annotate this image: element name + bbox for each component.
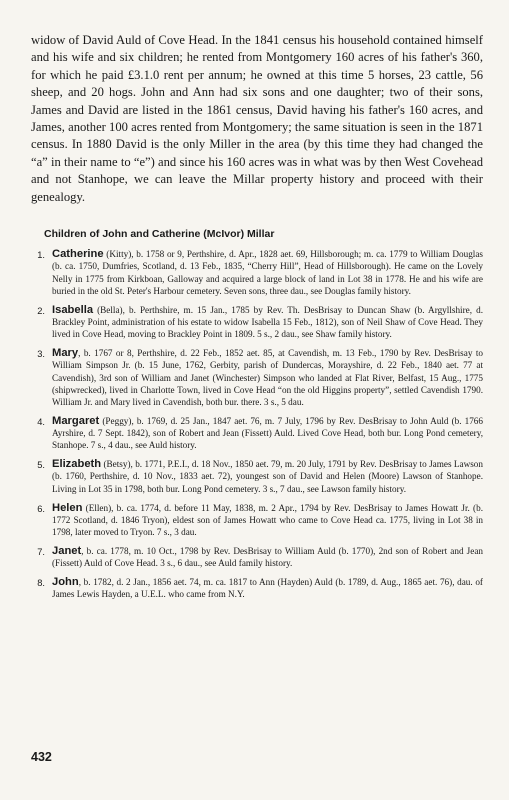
- entry-number: 7.: [37, 546, 45, 557]
- entry-name: Helen: [52, 501, 83, 514]
- entry-name: Isabella: [52, 303, 94, 316]
- entry-name: Janet: [52, 544, 82, 557]
- entry-name: John: [52, 575, 79, 588]
- entry-text: (Betsy), b. 1771, P.E.I., d. 18 Nov., 1850 aet. 79, m. 20 July, 1791 by Rev. DesBrisay to James Lawson (b. 1760, Perthshire, d. 10 Nov., 1833 aet. 72), youngest son of David and Helen (Moore) Lawson of Stanhope. Living in Lot 35 in 1798, both bur. Long Pond cemetery. 3 s., 7 dau., see Lawson family history.: [52, 459, 483, 494]
- entry-text: , b. 1767 or 8, Perthshire, d. 22 Feb., 1852 aet. 85, at Cavendish, m. 13 Feb., 1790 by Rev. DesBrisay to William Simpson Jr. (b. 15 June, 1762, Gerbity, parish of Dundercas, Morayshire, d. 22 Feb., 1840 aet. 77 at Cavendish), 3rd son of William and Janet (Winchester) Simpson who landed at Flat River, Belfast, 15 Aug., 1775 (shipwrecked), lived in Charlotte Town, lived in Cove Head “on the old Higgins property”, settled Cavendish 1790. William Jr. and Mary lived in Cavendish, both bur. there. 3 s., 5 dau.: [52, 348, 483, 407]
- entry-number: 8.: [37, 577, 45, 588]
- list-item: [31, 304, 483, 341]
- entry-text: (Bella), b. Perthshire, m. 15 Jan., 1785 by Rev. Th. DesBrisay to Duncan Shaw (b. Argyllshire, d. Brackley Point, administration of his estate to widow Isabella 15 Feb., 1812), son of Neil Shaw of Cove Head. They lived in Cove Head, moving to Brackley Point in 1809. 5 s., 2 dau., see Shaw family history.: [52, 304, 483, 340]
- list-item: [31, 458, 483, 495]
- list-item: [31, 545, 483, 570]
- list-item: [31, 502, 483, 539]
- list-item: [31, 576, 483, 601]
- entry-number: 1.: [37, 250, 45, 261]
- intro-paragraph: widow of David Auld of Cove Head. In the 1841 census his household contained himself and his wife and six children; he rented from Montgomery 160 acres of his father's 360, for which he paid £3.1.0 rent per annum; he owned at this time 5 horses, 23 cattle, 56 sheep, and 20 hogs. John and Ann had six sons and one daughter; two of their sons, James and David are listed in the 1861 census, David having his father's 160 acres, and James, another 100 acres rented from Montgomery; the same situation is seen in the 1871 census. In 1880 David is the only Miller in the area (by this time they had changed the “a” in their name to “e”) and since his 160 acres was in what was by then West Covehead and not Stanhope, we can leave the Millar property history and proceed with their genealogy.: [31, 33, 483, 204]
- entry-name: Margaret: [52, 414, 100, 427]
- entry-text: (Kitty), b. 1758 or 9, Perthshire, d. Apr., 1828 aet. 69, Hillsborough; m. ca. 1779 to William Douglas (b. ca. 1750, Dumfries, Scotland, d. 13 Feb., 1835, “Cherry Hill”, Head of Hillsborough). He came on the Lovely Nelly in 1775 from Kirkboan, Galloway and acquired a large block of land in Lot 38 in 1778. He and his wife are buried in the old St. Peter's Harbour cemetery. Seven sons, three dau., see Douglas family history.: [52, 249, 483, 296]
- entry-text: , b. ca. 1778, m. 10 Oct., 1798 by Rev. DesBrisay to William Auld (b. 1770), 2nd son of Robert and Jean (Fissett) Auld of Cove Head. 3 s., 6 dau., see Auld family history.: [52, 545, 483, 569]
- entry-name: Catherine: [52, 248, 104, 261]
- entry-name: Mary: [52, 347, 79, 359]
- entry-number: 6.: [37, 503, 45, 514]
- entry-number: 3.: [37, 349, 45, 359]
- list-item: [31, 415, 483, 452]
- list-item: [31, 347, 483, 408]
- entry-text: (Peggy), b. 1769, d. 25 Jan., 1847 aet. 76, m. 7 July, 1796 by Rev. DesBrisay to John Auld (b. 1766 Ayrshire, d. 7 Sept. 1842), son of Robert and Jean (Fissett) Auld. Lived Cove Head, both bur. Long Pond cemetery, Stanhope. 7 s., 4 dau., see Auld history.: [52, 415, 483, 451]
- entry-number: 5.: [37, 460, 45, 471]
- entry-number: 2.: [37, 305, 45, 316]
- entry-text: (Ellen), b. ca. 1774, d. before 11 May, 1838, m. 2 Apr., 1794 by Rev. DesBrisay to James Howatt Jr. (b. 1772 Scotland, d. 1846 Tryon), eldest son of James Howatt who came to Cove Head ca. 1775, living in Lot 38 in 1798, later moved to Tryon. 7 s., 3 dau.: [52, 502, 483, 538]
- section-title: Children of John and Catherine (McIvor) Millar: [44, 228, 275, 241]
- entry-number: 4.: [37, 416, 45, 427]
- entry-text: , b. 1782, d. 2 Jan., 1856 aet. 74, m. ca. 1817 to Ann (Hayden) Auld (b. 1789, d. Aug., 1865 aet. 76), dau. of James Lewis Hayden, a U.E.L. who came from N.Y.: [52, 576, 483, 600]
- document-page: [31, 32, 483, 607]
- page-number: 432: [31, 750, 52, 764]
- entry-name: Elizabeth: [52, 458, 102, 471]
- list-item: [31, 248, 483, 297]
- children-list: [31, 248, 483, 600]
